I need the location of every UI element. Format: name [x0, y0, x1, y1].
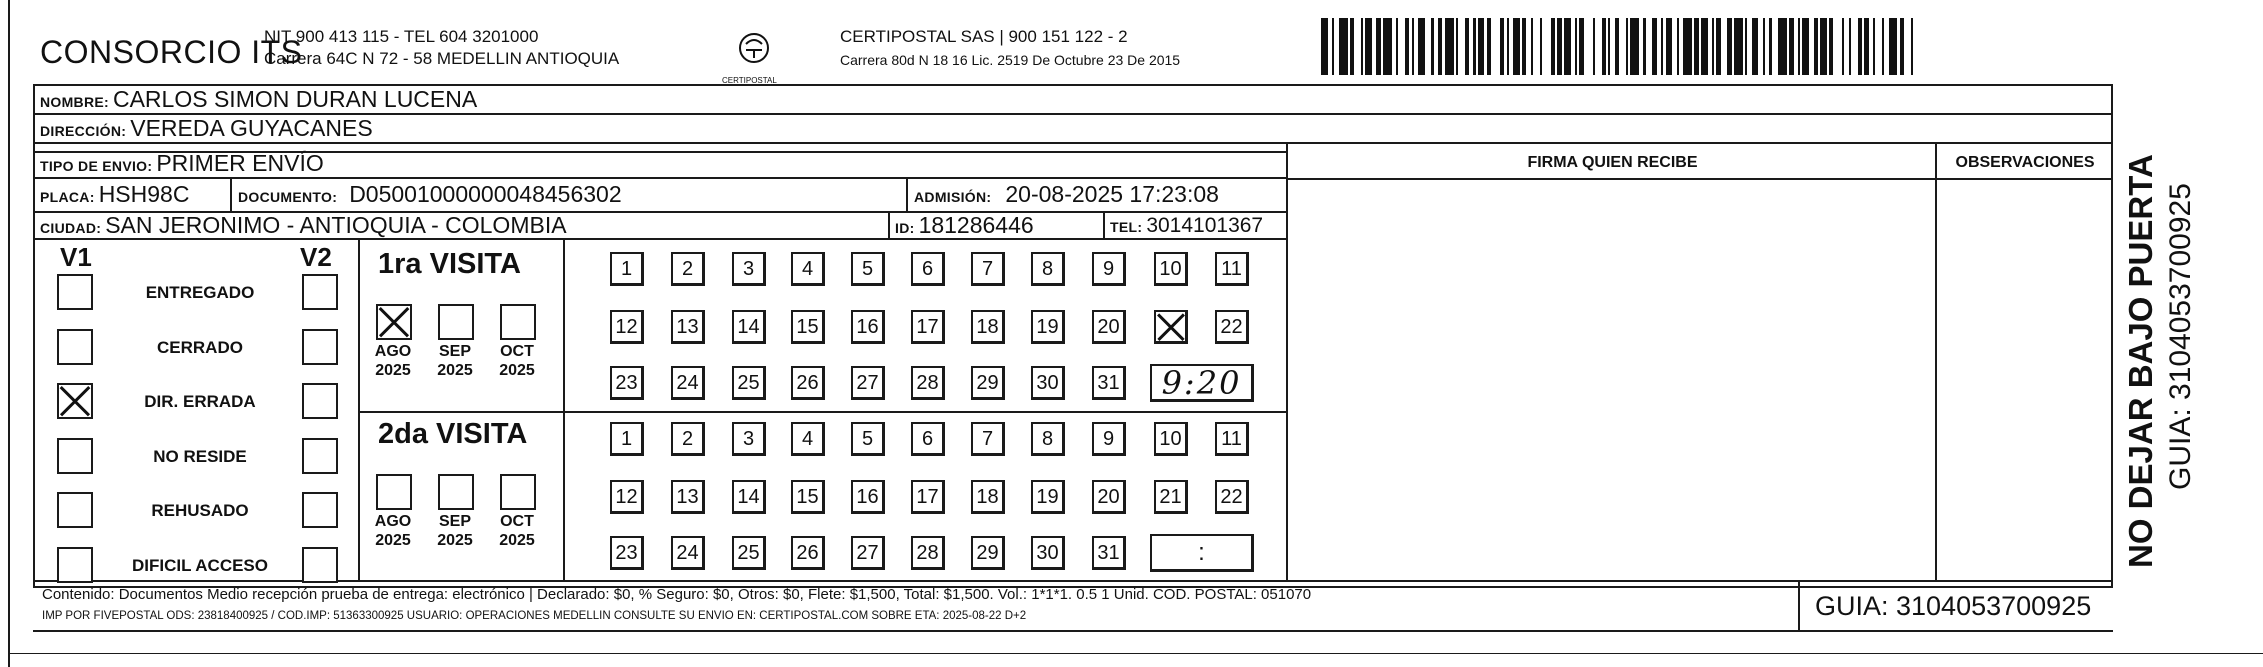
day-box[interactable]: 28: [911, 536, 945, 570]
day-box[interactable]: 5: [851, 252, 885, 286]
barcode-bar: [1875, 18, 1882, 75]
month-label: [430, 512, 480, 550]
day-box[interactable]: 16: [851, 310, 885, 344]
ciudad-label: CIUDAD:: [40, 220, 102, 236]
barcode-bar: [1913, 18, 1917, 75]
firma-column-line: [1286, 143, 1288, 580]
barcode-bar: [1425, 18, 1432, 75]
day-box[interactable]: 12: [610, 310, 644, 344]
day-box[interactable]: 23: [610, 536, 644, 570]
barcode-bar: [1734, 18, 1743, 75]
id-label: ID:: [895, 220, 915, 236]
barcode-bar: [1584, 18, 1593, 75]
month-year: 2025: [437, 362, 473, 379]
month-name: OCT: [500, 513, 534, 530]
carrier-line: CERTIPOSTAL SAS | 900 151 122 - 2: [840, 27, 1128, 46]
status-v1-checkbox[interactable]: [57, 329, 93, 365]
day-box[interactable]: 7: [971, 422, 1005, 456]
tel-label: TEL:: [1110, 219, 1143, 235]
left-edge-line: [8, 0, 10, 667]
barcode-bar: [1418, 18, 1425, 75]
imp-line: IMP POR FIVEPOSTAL ODS: 23818400925 / COD.IMP: 51363300925 USUARIO: OPERACIONES MEDELLIN CONSULTE SU ENVIO EN: CERTIPOSTAL.COM SOBRE ETA: 2025-08-22 D+2: [42, 610, 1027, 622]
month-checkbox[interactable]: [438, 304, 474, 340]
day-box[interactable]: 27: [851, 536, 885, 570]
status-v1-checkbox[interactable]: [57, 547, 93, 583]
day-box[interactable]: 3: [732, 422, 766, 456]
month-checkbox[interactable]: [376, 304, 412, 340]
direccion-row: [40, 115, 373, 144]
day-box[interactable]: 29: [971, 536, 1005, 570]
month-year: 2025: [499, 532, 535, 549]
direccion-label: DIRECCIÓN:: [40, 123, 127, 139]
barcode-bar: [1851, 18, 1858, 75]
logo-caption: CERTIPOSTAL: [722, 76, 777, 85]
barcode-bar: [1365, 18, 1372, 75]
barcode-bar: [1339, 18, 1348, 75]
tipo-label: TIPO DE ENVIO:: [40, 158, 153, 174]
cell-line: [230, 178, 232, 212]
status-label: DIFICIL ACCESO: [131, 556, 268, 575]
day-box[interactable]: 15: [791, 310, 825, 344]
status-label: NO RESIDE: [153, 447, 247, 466]
day-box[interactable]: 11: [1215, 422, 1249, 456]
visit-title: 1ra VISITA: [378, 248, 521, 280]
table-bottom: [33, 630, 2113, 632]
admision-value: 20-08-2025 17:23:08: [1005, 181, 1219, 207]
status-v2-checkbox[interactable]: [302, 438, 338, 474]
day-box[interactable]: [1154, 310, 1188, 344]
v1-header: V1: [60, 242, 92, 272]
day-box[interactable]: 5: [851, 422, 885, 456]
status-v2-checkbox[interactable]: [302, 547, 338, 583]
barcode-bar: [1833, 18, 1842, 75]
ciudad-value: SAN JERONIMO - ANTIOQUIA - COLOMBIA: [105, 212, 567, 238]
day-box[interactable]: 18: [971, 480, 1005, 514]
month-name: AGO: [374, 343, 412, 360]
barcode-bar: [1630, 18, 1639, 75]
day-box[interactable]: 25: [732, 366, 766, 400]
day-box[interactable]: 21: [1154, 480, 1188, 514]
certipostal-logo-icon: [732, 28, 776, 72]
month-checkbox[interactable]: [500, 474, 536, 510]
status-v2-checkbox[interactable]: [302, 274, 338, 310]
barcode-bar: [1889, 18, 1898, 75]
contenido-line: Contenido: Documentos Medio recepción prueba de entrega: electrónico | Declarado: $0, % Seguro: $0, Otros: $0, Flete: $1,500, Total: $1,500. Vol.: 1*1*1. 0.5 1 Unid. COD. POSTAL: 051070: [42, 586, 1312, 603]
side-guia: GUIA: 3104053700925: [2164, 183, 2197, 490]
v2-header: V2: [300, 242, 332, 272]
cell-line: [906, 178, 908, 212]
barcode-bar: [1820, 18, 1827, 75]
bottom-edge-line: [8, 653, 2263, 654]
barcode-bar: [1701, 18, 1708, 75]
tipo-row: [40, 150, 324, 179]
row-line: [1286, 178, 2113, 180]
day-box[interactable]: 8: [1031, 252, 1065, 286]
status-label: CERRADO: [157, 338, 243, 357]
id-value: 181286446: [918, 212, 1034, 238]
day-box[interactable]: 9: [1092, 252, 1126, 286]
day-box[interactable]: 1: [610, 252, 644, 286]
tipo-value: PRIMER ENVÍO: [156, 150, 324, 176]
placa-label: PLACA:: [40, 189, 95, 205]
documento-row: [238, 181, 622, 210]
months-column-line: [563, 239, 565, 580]
barcode-bar: [1721, 18, 1728, 75]
day-box[interactable]: 25: [732, 536, 766, 570]
status-label: REHUSADO: [151, 501, 249, 520]
day-box[interactable]: 15: [791, 480, 825, 514]
day-box[interactable]: 17: [911, 310, 945, 344]
barcode-bar: [1354, 18, 1361, 75]
cell-line: [1103, 212, 1105, 239]
day-box[interactable]: 26: [791, 366, 825, 400]
tel-value: 3014101367: [1146, 214, 1264, 237]
barcode-bar: [1564, 18, 1571, 75]
day-box[interactable]: 24: [671, 366, 705, 400]
day-box[interactable]: 14: [732, 480, 766, 514]
day-box[interactable]: 29: [971, 366, 1005, 400]
nombre-value: CARLOS SIMON DURAN LUCENA: [112, 86, 478, 112]
placa-row: [40, 181, 189, 210]
ciudad-row: [40, 212, 567, 241]
day-box[interactable]: 13: [671, 310, 705, 344]
day-box[interactable]: 22: [1215, 310, 1249, 344]
nit-line: NIT 900 413 115 - TEL 604 3201000: [264, 27, 539, 46]
day-box[interactable]: 10: [1154, 252, 1188, 286]
month-name: AGO: [374, 513, 412, 530]
barcode-bar: [1458, 18, 1465, 75]
day-box[interactable]: 20: [1092, 480, 1126, 514]
id-row: [895, 212, 1034, 241]
day-box[interactable]: 31: [1092, 536, 1126, 570]
day-box[interactable]: 22: [1215, 480, 1249, 514]
status-v2-checkbox[interactable]: [302, 383, 338, 419]
month-year: 2025: [437, 532, 473, 549]
admision-row: [914, 181, 1219, 210]
day-box[interactable]: 2: [671, 252, 705, 286]
status-column-line: [358, 239, 360, 580]
visit-time[interactable]: 9:20: [1150, 364, 1254, 402]
month-year: 2025: [375, 532, 411, 549]
day-box[interactable]: 4: [791, 422, 825, 456]
barcode-bar: [1595, 18, 1602, 75]
status-v1-checkbox[interactable]: [57, 274, 93, 310]
nombre-label: NOMBRE:: [40, 94, 109, 110]
visit-time[interactable]: :: [1150, 534, 1254, 572]
day-box[interactable]: 6: [911, 422, 945, 456]
month-label: [368, 512, 418, 550]
day-box[interactable]: 11: [1215, 252, 1249, 286]
observaciones-column-line: [1935, 143, 1937, 580]
status-v2-checkbox[interactable]: [302, 492, 338, 528]
barcode-bar: [1904, 18, 1911, 75]
barcode-bar: [1513, 18, 1520, 75]
day-box[interactable]: 20: [1092, 310, 1126, 344]
barcode-bar: [1491, 18, 1500, 75]
barcode-bar: [1666, 18, 1673, 75]
cell-line: [888, 212, 890, 239]
day-box[interactable]: 6: [911, 252, 945, 286]
month-year: 2025: [499, 362, 535, 379]
barcode-bar: [1398, 18, 1405, 75]
nombre-row: [40, 86, 477, 115]
day-box[interactable]: 24: [671, 536, 705, 570]
day-box[interactable]: 27: [851, 366, 885, 400]
documento-label: DOCUMENTO:: [238, 189, 338, 205]
day-box[interactable]: 19: [1031, 310, 1065, 344]
day-box[interactable]: 23: [610, 366, 644, 400]
status-v1-checkbox[interactable]: [57, 492, 93, 528]
month-name: OCT: [500, 343, 534, 360]
company-name: CONSORCIO ITS: [40, 34, 303, 70]
month-name: SEP: [438, 513, 471, 530]
month-checkbox[interactable]: [376, 474, 412, 510]
footer-divider: [33, 580, 2113, 582]
barcode-bar: [1383, 18, 1392, 75]
day-box[interactable]: 28: [911, 366, 945, 400]
no-dejar-warning: NO DEJAR BAJO PUERTA: [2122, 154, 2159, 568]
direccion-value: VEREDA GUYACANES: [130, 115, 373, 141]
day-box[interactable]: 8: [1031, 422, 1065, 456]
month-label: [492, 512, 542, 550]
day-box[interactable]: 18: [971, 310, 1005, 344]
status-label: DIR. ERRADA: [144, 392, 256, 411]
barcode-bar: [1445, 18, 1454, 75]
admision-label: ADMISIÓN:: [914, 189, 992, 205]
barcode-bar: [1802, 18, 1809, 75]
day-box[interactable]: 1: [610, 422, 644, 456]
day-box[interactable]: 14: [732, 310, 766, 344]
month-label: [492, 342, 542, 380]
month-label: [368, 342, 418, 380]
placa-value: HSH98C: [98, 181, 190, 207]
day-box[interactable]: 17: [911, 480, 945, 514]
status-v1-checkbox[interactable]: [57, 383, 93, 419]
day-box[interactable]: 30: [1031, 536, 1065, 570]
day-box[interactable]: 7: [971, 252, 1005, 286]
barcode-bar: [1646, 18, 1653, 75]
barcode-bar: [1533, 18, 1540, 75]
month-checkbox[interactable]: [438, 474, 474, 510]
month-year: 2025: [375, 362, 411, 379]
day-box[interactable]: 19: [1031, 480, 1065, 514]
day-box[interactable]: 13: [671, 480, 705, 514]
status-v2-checkbox[interactable]: [302, 329, 338, 365]
day-box[interactable]: 30: [1031, 366, 1065, 400]
footer-guia-line: [1798, 580, 1800, 632]
day-box[interactable]: 3: [732, 252, 766, 286]
visit-title: 2da VISITA: [378, 418, 528, 450]
documento-value: D05001000000048456302: [349, 181, 622, 207]
day-box[interactable]: 9: [1092, 422, 1126, 456]
barcode-bar: [1321, 18, 1328, 75]
company-address: Carrera 64C N 72 - 58 MEDELLIN ANTIOQUIA: [264, 49, 620, 68]
day-box[interactable]: 12: [610, 480, 644, 514]
day-box[interactable]: 26: [791, 536, 825, 570]
day-box[interactable]: 2: [671, 422, 705, 456]
carrier-address: Carrera 80d N 18 16 Lic. 2519 De Octubre 23 De 2015: [840, 52, 1181, 68]
month-checkbox[interactable]: [500, 304, 536, 340]
status-v1-checkbox[interactable]: [57, 438, 93, 474]
day-box[interactable]: 10: [1154, 422, 1188, 456]
firma-header: FIRMA QUIEN RECIBE: [1527, 154, 1698, 171]
day-box[interactable]: 16: [851, 480, 885, 514]
tel-row: [1110, 212, 1263, 240]
visit-divider: [358, 411, 1286, 413]
barcode-bar: [1478, 18, 1485, 75]
barcode: [1321, 18, 1918, 75]
barcode-bar: [1683, 18, 1692, 75]
footer-guia: GUIA: 3104053700925: [1815, 591, 2092, 621]
barcode-bar: [1772, 18, 1779, 75]
day-box[interactable]: 4: [791, 252, 825, 286]
barcode-bar: [1542, 18, 1551, 75]
barcode-bar: [1752, 18, 1759, 75]
barcode-bar: [1778, 18, 1787, 75]
barcode-bar: [1619, 18, 1626, 75]
month-label: [430, 342, 480, 380]
observaciones-header: OBSERVACIONES: [1955, 154, 2095, 171]
day-box[interactable]: 31: [1092, 366, 1126, 400]
month-name: SEP: [438, 343, 471, 360]
status-label: ENTREGADO: [145, 283, 255, 302]
